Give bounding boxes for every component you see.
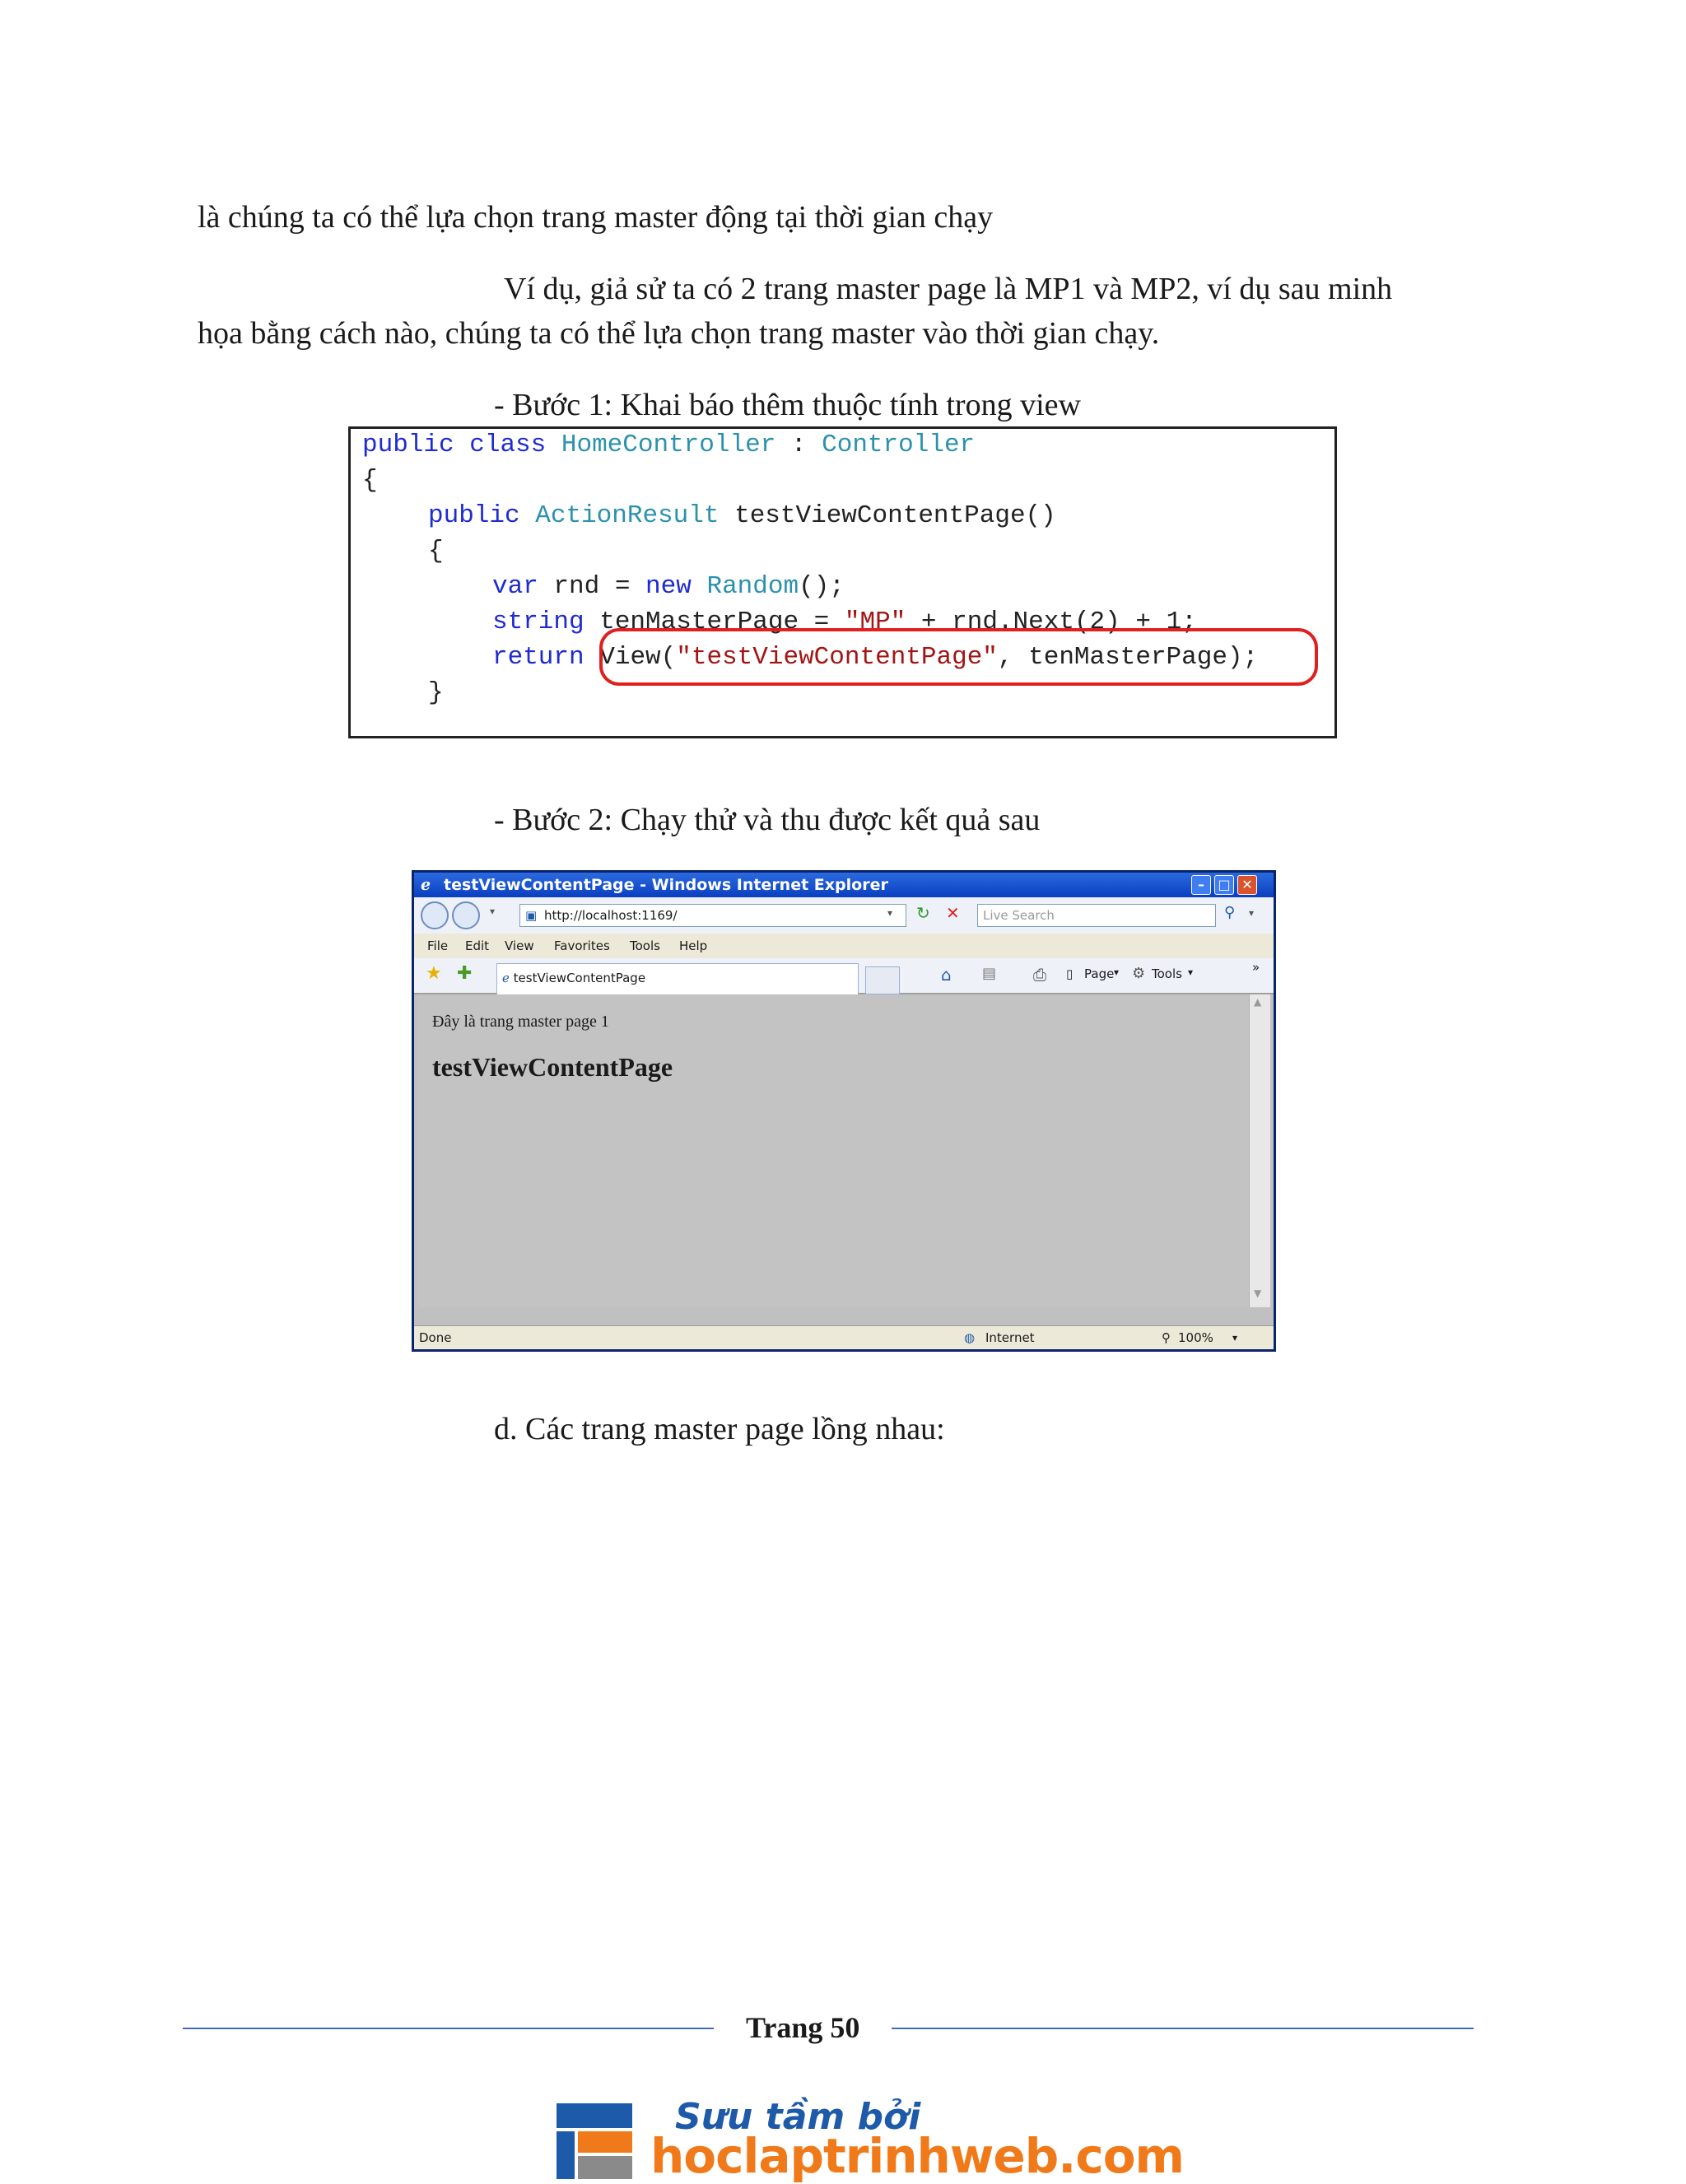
code-text: tenMasterPage =: [584, 608, 845, 636]
code-keyword: return: [492, 643, 585, 672]
status-bar: [414, 1325, 1274, 1349]
logo-mark-icon: [557, 2103, 632, 2179]
tools-gear-icon[interactable]: ⚙: [1132, 965, 1146, 982]
browser-titlebar: [414, 873, 1274, 897]
zoom-level[interactable]: 100%: [1178, 1330, 1213, 1345]
scroll-up-icon[interactable]: ▲: [1254, 996, 1262, 1008]
add-favorite-icon[interactable]: ✚: [457, 963, 473, 984]
address-row: [414, 897, 1274, 934]
code-text: testViewContentPage(): [719, 501, 1056, 530]
code-text: + rnd.Next(2) + 1;: [906, 608, 1197, 636]
code-string: "MP": [844, 608, 906, 636]
page-content: [417, 994, 1249, 1307]
print-icon[interactable]: ⎙: [1033, 965, 1046, 985]
menu-edit[interactable]: Edit: [465, 938, 490, 953]
feeds-icon[interactable]: ▤: [982, 965, 997, 982]
page-menu-chevron-icon: ▾: [1114, 966, 1120, 978]
code-type: ActionResult: [535, 501, 720, 530]
logo-site-name: hoclaptrinhweb.com: [650, 2128, 1184, 2184]
code-keyword: public: [362, 431, 454, 459]
code-keyword: string: [492, 608, 585, 636]
code-type: HomeController: [561, 431, 776, 459]
menu-help[interactable]: Help: [679, 938, 708, 953]
zoom-chevron-icon[interactable]: ▾: [1232, 1332, 1238, 1343]
content-heading: testViewContentPage: [432, 1052, 673, 1082]
code-text: , tenMasterPage);: [997, 643, 1259, 672]
maximize-button[interactable]: □: [1214, 875, 1234, 895]
scroll-down-icon[interactable]: ▼: [1254, 1288, 1262, 1299]
code-keyword: public: [428, 501, 520, 530]
code-text: ();: [799, 572, 845, 601]
page-menu-button[interactable]: Page: [1084, 966, 1115, 981]
tools-menu-button[interactable]: Tools: [1152, 966, 1182, 981]
tab-toolbar: [414, 958, 1274, 994]
code-line-8: }: [428, 678, 444, 707]
code-text: rnd =: [538, 572, 646, 601]
section-d-heading: d. Các trang master page lồng nhau:: [494, 1412, 945, 1446]
status-text: Done: [419, 1330, 452, 1345]
page-icon: ▣: [525, 908, 538, 923]
window-title: testViewContentPage - Windows Internet Explorer: [444, 876, 888, 894]
favorites-star-icon[interactable]: ★: [426, 963, 442, 984]
home-icon[interactable]: ⌂: [941, 965, 952, 985]
code-text: :: [775, 431, 822, 459]
search-input[interactable]: [977, 904, 1216, 927]
back-button[interactable]: [421, 901, 449, 929]
code-line-5: [492, 570, 845, 603]
paragraph-example-line2: họa bằng cách nào, chúng ta có thể lựa chọn trang master vào thời gian chạy.: [198, 316, 1160, 351]
globe-icon: ◍: [964, 1330, 976, 1345]
code-type: Controller: [822, 431, 976, 459]
code-line-4: {: [428, 537, 444, 566]
tab-ie-icon: ℯ: [502, 971, 510, 985]
paragraph-intro: là chúng ta có thể lựa chọn trang master động tại thời gian chạy: [198, 200, 994, 235]
code-string: "testViewContentPage": [676, 643, 998, 672]
highlight-oval: [599, 628, 1318, 686]
code-line-3: [428, 500, 1056, 533]
menu-file[interactable]: File: [427, 938, 449, 953]
code-keyword: new: [645, 572, 692, 601]
step2-heading: - Bước 2: Chạy thử và thu được kết quả sau: [494, 803, 1041, 837]
stop-icon[interactable]: ✕: [946, 903, 960, 923]
page-menu-icon[interactable]: ▯: [1066, 966, 1074, 981]
code-type: Random: [706, 572, 799, 601]
vertical-scrollbar[interactable]: [1249, 994, 1270, 1307]
menu-view[interactable]: View: [505, 938, 534, 953]
code-keyword: var: [492, 572, 538, 601]
close-button[interactable]: ✕: [1237, 875, 1257, 895]
toolbar-overflow-icon[interactable]: »: [1252, 960, 1260, 975]
refresh-icon[interactable]: ↻: [916, 903, 930, 923]
address-text: http://localhost:1169/: [543, 908, 678, 923]
master-page-text: Đây là trang master page 1: [432, 1013, 609, 1031]
zone-text: Internet: [985, 1330, 1035, 1345]
footer-rule-left: [183, 2028, 714, 2029]
browser-window-screenshot: [412, 870, 1276, 1352]
ie-logo-icon: ℯ: [421, 876, 431, 894]
search-options-icon[interactable]: ▾: [1249, 907, 1255, 919]
code-keyword: class: [469, 431, 547, 459]
zoom-icon[interactable]: ⚲: [1162, 1330, 1171, 1345]
address-bar[interactable]: [519, 904, 906, 927]
new-tab-button[interactable]: [865, 966, 900, 994]
search-icon[interactable]: ⚲: [1224, 904, 1236, 921]
footer-rule-right: [892, 2028, 1474, 2029]
tools-menu-chevron-icon: ▾: [1188, 966, 1194, 978]
history-dropdown-icon[interactable]: ▾: [490, 906, 496, 917]
code-screenshot: [348, 426, 1337, 738]
step1-heading: - Bước 1: Khai báo thêm thuộc tính trong view: [494, 388, 1081, 422]
page-number: Trang 50: [746, 2011, 860, 2044]
address-dropdown-icon[interactable]: ▾: [887, 907, 893, 919]
minimize-button[interactable]: –: [1191, 875, 1211, 895]
tab-label: testViewContentPage: [513, 971, 646, 985]
menu-tools[interactable]: Tools: [630, 938, 660, 953]
menu-bar: [414, 934, 1274, 958]
forward-button[interactable]: [452, 901, 480, 929]
menu-favorites[interactable]: Favorites: [554, 938, 610, 953]
tab-testviewcontentpage[interactable]: [496, 963, 859, 994]
code-line-1: [362, 429, 975, 462]
paragraph-example-line1: Ví dụ, giả sử ta có 2 trang master page là MP1 và MP2, ví dụ sau minh: [504, 272, 1393, 306]
code-text: View(: [599, 643, 677, 672]
logo-tagline: Sưu tầm bởi: [675, 2096, 921, 2138]
code-line-2: {: [362, 466, 378, 495]
search-placeholder: Live Search: [983, 908, 1055, 923]
